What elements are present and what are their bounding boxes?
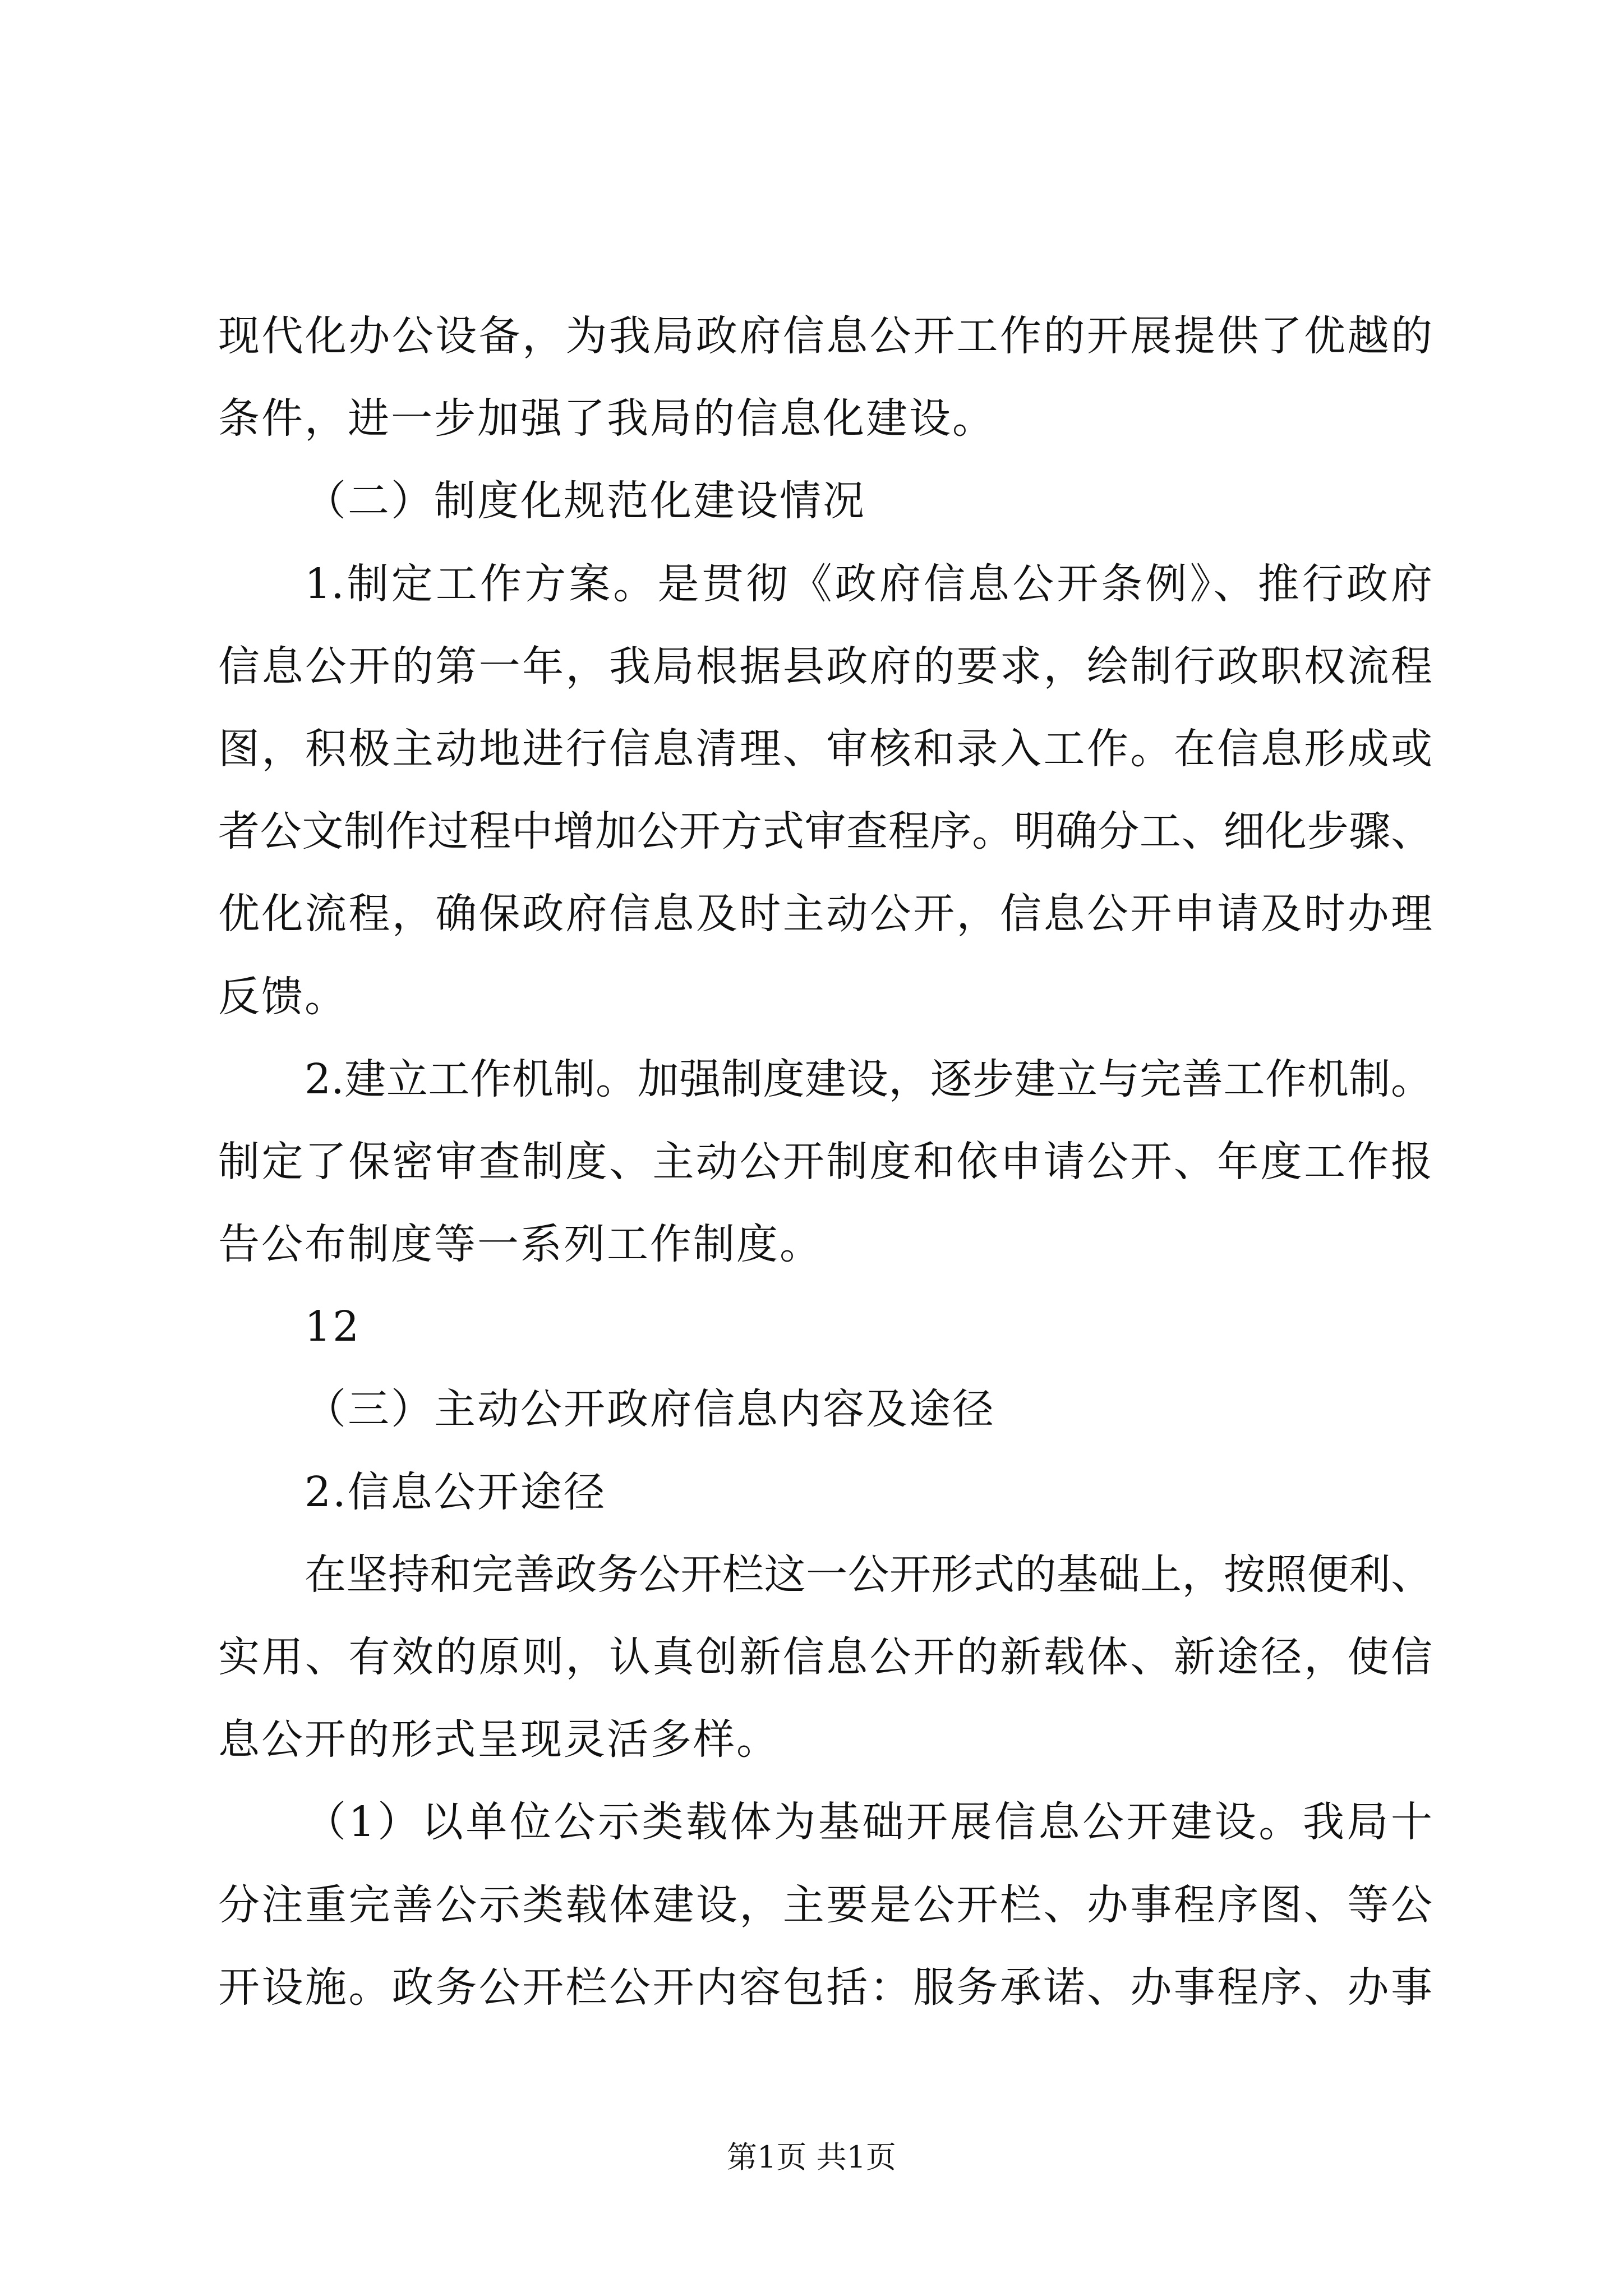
numbered-item-heading: 2.信息公开途径 (305, 1467, 607, 1516)
body-line: 优化流程，确保政府信息及时主动公开，信息公开申请及时办理 (218, 890, 1432, 938)
body-line: 实用、有效的原则，认真创新信息公开的新载体、新途径，使信 (218, 1633, 1432, 1681)
body-line: 告公布制度等一系列工作制度。 (218, 1220, 823, 1269)
section-heading: （二）制度化规范化建设情况 (305, 477, 866, 526)
body-line: 图，积极主动地进行信息清理、审核和录入工作。在信息形成或 (218, 724, 1432, 773)
stray-number: 12 (305, 1303, 361, 1351)
sub-item-heading: （1）以单位公示类载体为基础开展信息公开建设。我局十 (305, 1798, 1432, 1847)
document-body (218, 295, 1432, 2029)
body-line: 者公文制作过程中增加公开方式审查程序。明确分工、细化步骤、 (218, 807, 1432, 856)
numbered-item-heading: 1.制定工作方案。是贯彻《政府信息公开条例》、推行政府 (305, 559, 1432, 608)
body-line: 息公开的形式呈现灵活多样。 (218, 1715, 780, 1764)
body-line: 现代化办公设备，为我局政府信息公开工作的开展提供了优越的 (218, 312, 1432, 360)
numbered-item-heading: 2.建立工作机制。加强制度建设，逐步建立与完善工作机制。 (305, 1055, 1432, 1103)
body-line: 分注重完善公示类载体建设，主要是公开栏、办事程序图、等公 (218, 1880, 1432, 1929)
body-line: 在坚持和完善政务公开栏这一公开形式的基础上，按照便利、 (305, 1550, 1432, 1599)
page-number-label: 第1页 共1页 (727, 2139, 896, 2175)
section-heading: （三）主动公开政府信息内容及途径 (305, 1385, 995, 1434)
page-footer (0, 2138, 1623, 2177)
body-line: 条件，进一步加强了我局的信息化建设。 (218, 394, 995, 443)
body-line: 开设施。政务公开栏公开内容包括：服务承诺、办事程序、办事 (218, 1963, 1432, 2012)
body-line: 制定了保密审查制度、主动公开制度和依申请公开、年度工作报 (218, 1137, 1432, 1186)
body-line: 反馈。 (218, 972, 348, 1021)
body-line: 信息公开的第一年，我局根据县政府的要求，绘制行政职权流程 (218, 642, 1432, 691)
